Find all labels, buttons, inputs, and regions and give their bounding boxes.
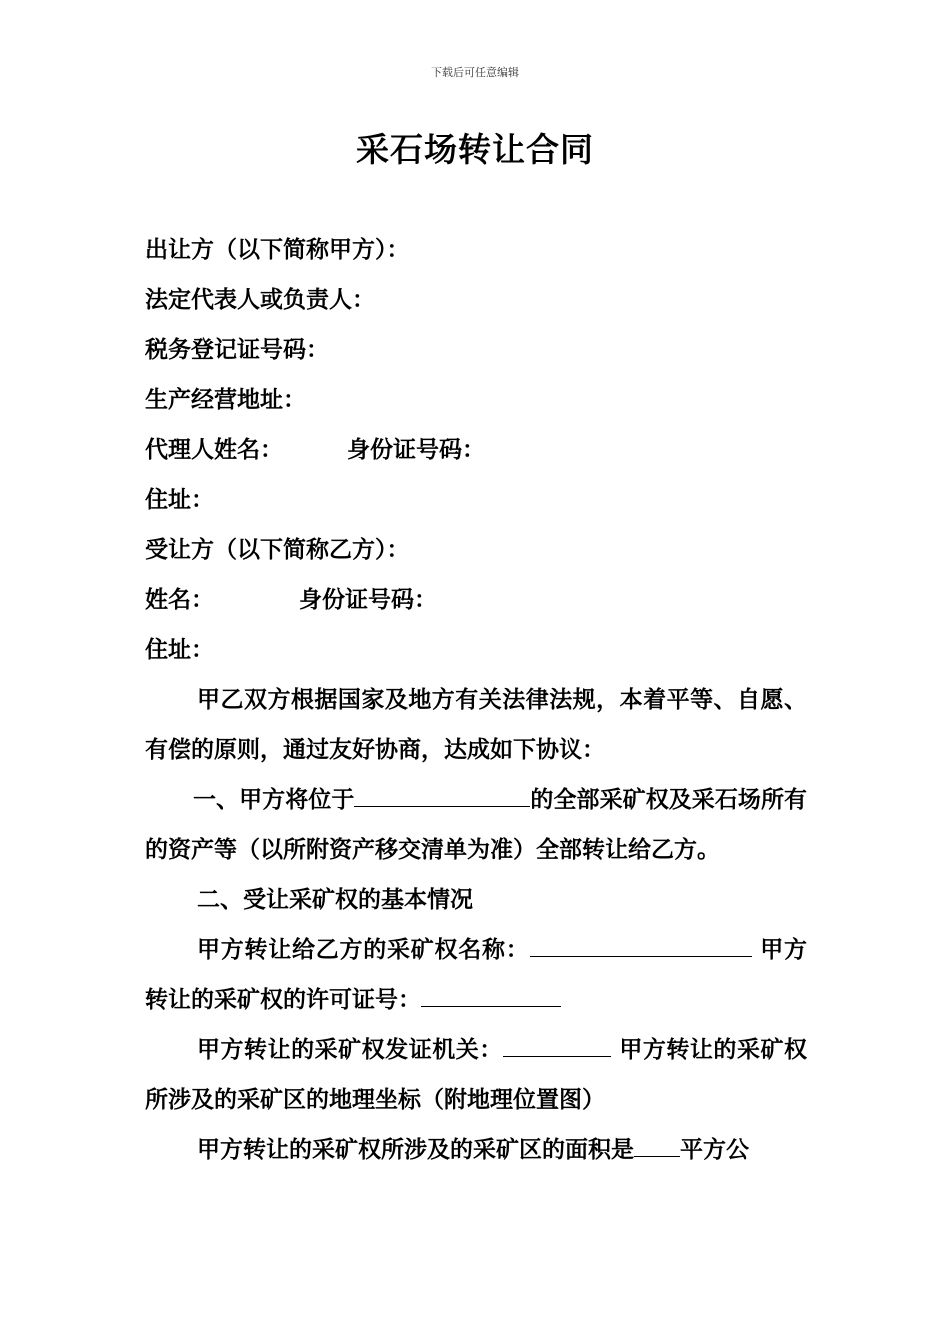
transferor-line: 出让方（以下简称甲方）： [145,236,410,263]
transferee-id-label: 身份证号码： [299,586,437,613]
transferee-name-label: 姓名： [145,586,214,613]
mining-right-name-blank [530,932,752,957]
clause-2-name-paragraph [145,925,807,1025]
contract-title: 采石场转让合同 [356,130,594,169]
agent-id-label: 身份证号码： [347,436,485,463]
issuing-authority-label: 甲方转让的采矿权发证机关： [197,1036,503,1063]
clause-2-heading: 二、受让采矿权的基本情况 [197,886,473,913]
area-blank [634,1132,680,1157]
license-number-blank [421,982,561,1007]
clause-1-paragraph [145,775,807,875]
transferee-line: 受让方（以下简称乙方）： [145,536,410,563]
issuing-authority-blank [503,1032,611,1057]
clause-1-part1: 一、甲方将位于 [193,786,355,813]
clause-2-area-paragraph [145,1125,807,1175]
mining-right-name-label: 甲方转让给乙方的采矿权名称： [197,936,530,963]
agent-name-label: 代理人姓名： [145,436,283,463]
license-number-label: 甲方转让的采矿权的许可证号： [145,936,808,1013]
transferee-address-line: 住址： [145,636,214,663]
clause-2-authority-paragraph [145,1025,807,1125]
contract-body [145,225,807,1175]
preamble-paragraph: 甲乙双方根据国家及地方有关法律法规，本着平等、自愿、有偿的原则，通过友好协商，达成如下协议： [145,686,807,763]
area-label: 甲方转让的采矿权所涉及的采矿区的面积是 [197,1136,634,1163]
transferee-name-line [145,575,807,625]
legal-rep-line: 法定代表人或负责人： [145,286,375,313]
tax-reg-line: 税务登记证号码： [145,336,329,363]
agent-address-line: 住址： [145,486,214,513]
location-blank [354,782,530,807]
area-unit: 平方公 [680,1136,749,1163]
clause-1-part2: 的全部采矿权及采石场所有的资产等（以所附资产移交清单为准）全部转让给乙方。 [145,786,808,863]
coordinates-label: 甲方转让的采矿权所涉及的采矿区的地理坐标（附地理位置图） [145,1036,808,1113]
agent-line [145,425,807,475]
page-header: 下载后可任意编辑 [431,66,519,79]
business-address-line: 生产经营地址： [145,386,306,413]
